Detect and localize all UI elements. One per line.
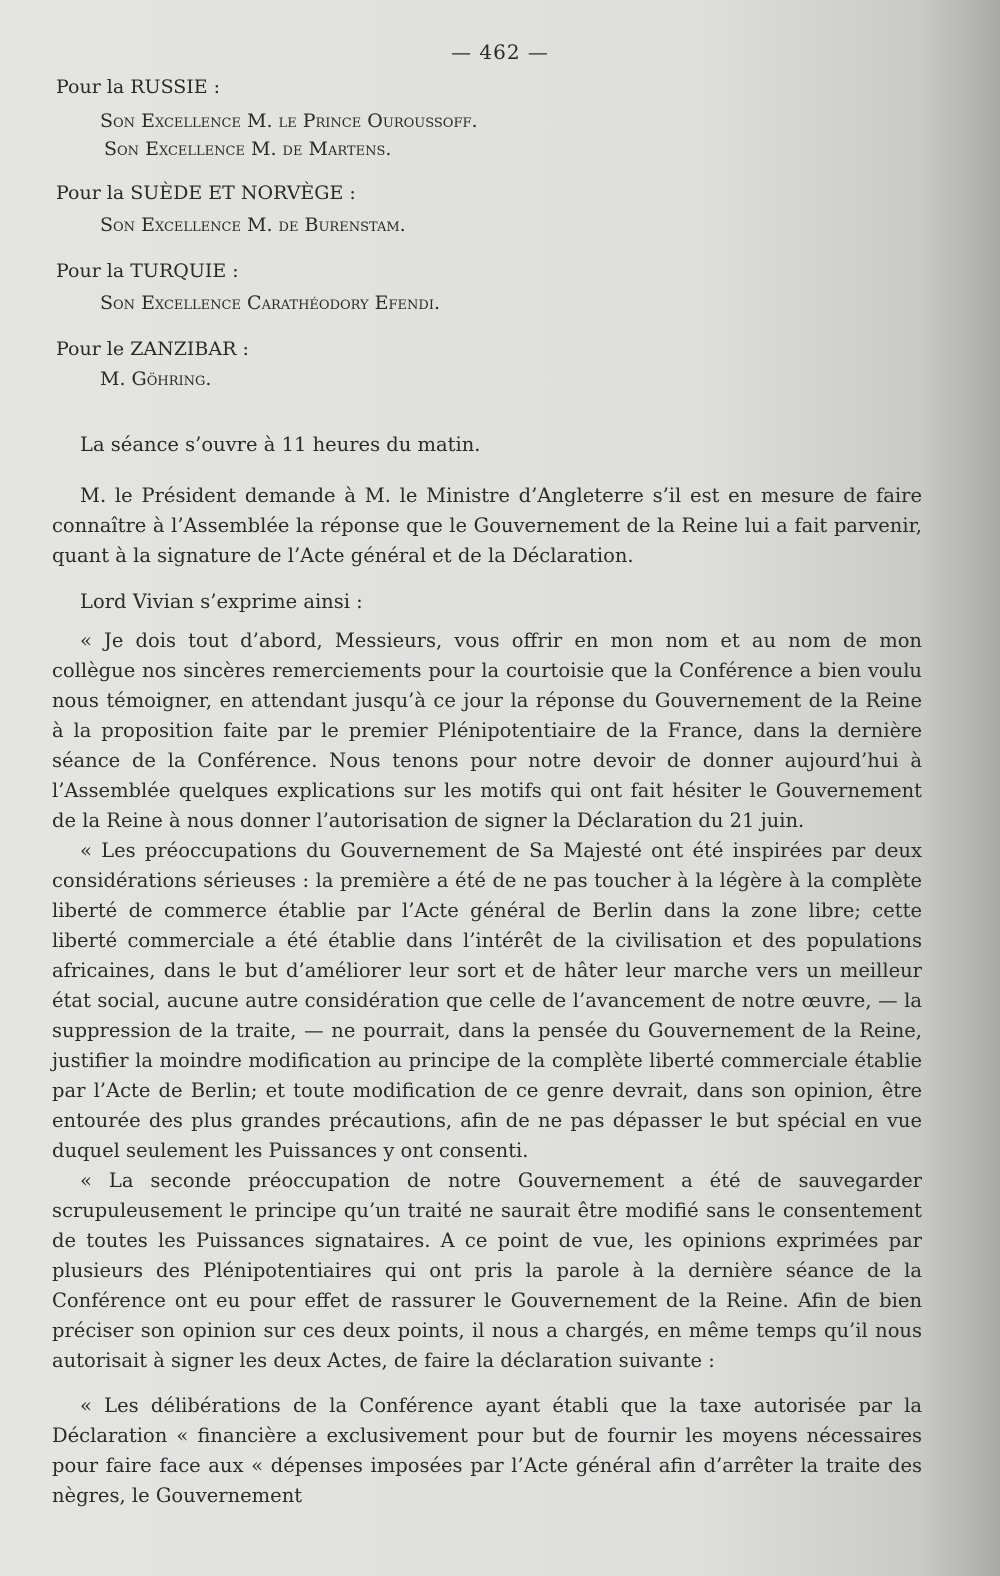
delegation-country-zanzibar: Pour le ZANZIBAR : [56,338,249,360]
delegation-country-russia: Pour la RUSSIE : [56,76,221,98]
paragraph-second-concern: « La seconde préoccupation de notre Gouvernement a été de sauvegarder scrupuleusement le principe qu’un traité ne saurait être modifié sans le consentement de toutes les Puissances signataires. A ce point de vue, les opinions exprimées par plusieurs des Plénipotentiaires qui ont pris la parole à la dernière séance de la Conférence ont eu pour effet de rassurer le Gouvernement de la Reine. Afin de bien préciser son opinion sur ces deux points, il nous a chargés, en même temps qu’il nous autorisait à signer les deux Actes, de faire la déclaration suivante : [52,1169,922,1372]
delegation-country-sweden-norway: Pour la SUÈDE ET NORVÈGE : [56,182,356,204]
delegation-country-turkey: Pour la TURQUIE : [56,260,239,282]
paragraph-president-question: M. le Président demande à M. le Ministre d’Angleterre s’il est en mesure de faire connaître à l’Assemblée la réponse que le Gouvernement de la Reine lui a fait parvenir, quant à la signature de l’Acte général et de la Déclaration. [52,484,922,567]
delegate-caratheodory-efendi: Son Excellence Carathéodory Efendi. [100,292,441,314]
delegate-de-burenstam: Son Excellence M. de Burenstam. [100,214,406,236]
paragraph-vivian-thanks: « Je dois tout d’abord, Messieurs, vous offrir en mon nom et au nom de mon collègue nos sincères remerciements pour la courtoisie que la Conférence a bien voulu nous témoigner, en attendant jusqu’à ce jour la réponse du Gouvernement de la Reine à la proposition faite par le premier Plénipotentiaire de la France, dans la dernière séance de la Conférence. Nous tenons pour notre devoir de donner aujourd’hui à l’Assemblée quelques explications sur les motifs qui ont fait hésiter le Gouvernement de la Reine à nous donner l’autorisation de signer la Déclaration du 21 juin. [52,629,922,832]
page-number: — 462 — [451,40,549,64]
paragraph-lord-vivian-intro: Lord Vivian s’exprime ainsi : [80,590,363,613]
paragraph-session-opening: La séance s’ouvre à 11 heures du matin. [80,433,481,456]
delegate-de-martens: Son Excellence M. de Martens. [104,138,392,160]
delegate-ouroussoff: Son Excellence M. le Prince Ouroussoff. [100,110,478,132]
delegate-gohring: M. Göhring. [100,368,212,390]
paragraph-declaration-quote: « Les délibérations de la Conférence ayant établi que la taxe autorisée par la Déclaration « financière a exclusivement pour but de fournir les moyens nécessaires pour faire face aux « dépenses imposées par l’Acte général afin d’arrêter la traite des nègres, le Gouvernement [52,1394,922,1507]
paragraph-first-concern: « Les préoccupations du Gouvernement de Sa Majesté ont été inspirées par deux considérations sérieuses : la première a été de ne pas toucher à la légère à la complète liberté de commerce établie par l’Acte général de Berlin dans la zone libre; cette liberté commerciale a été établie dans l’intérêt de la civilisation et des populations africaines, dans le but d’améliorer leur sort et de hâter leur marche vers un meilleur état social, aucune autre considération que celle de l’avancement de notre œuvre, — la suppression de la traite, — ne pourrait, dans la pensée du Gouvernement de la Reine, justifier la moindre modification au principe de la complète liberté commerciale établie par l’Acte de Berlin; et toute modification de ce genre devrait, dans son opinion, être entourée des plus grandes précautions, afin de ne pas dépasser le but spécial en vue duquel seulement les Puissances y ont consenti. [52,839,922,1162]
